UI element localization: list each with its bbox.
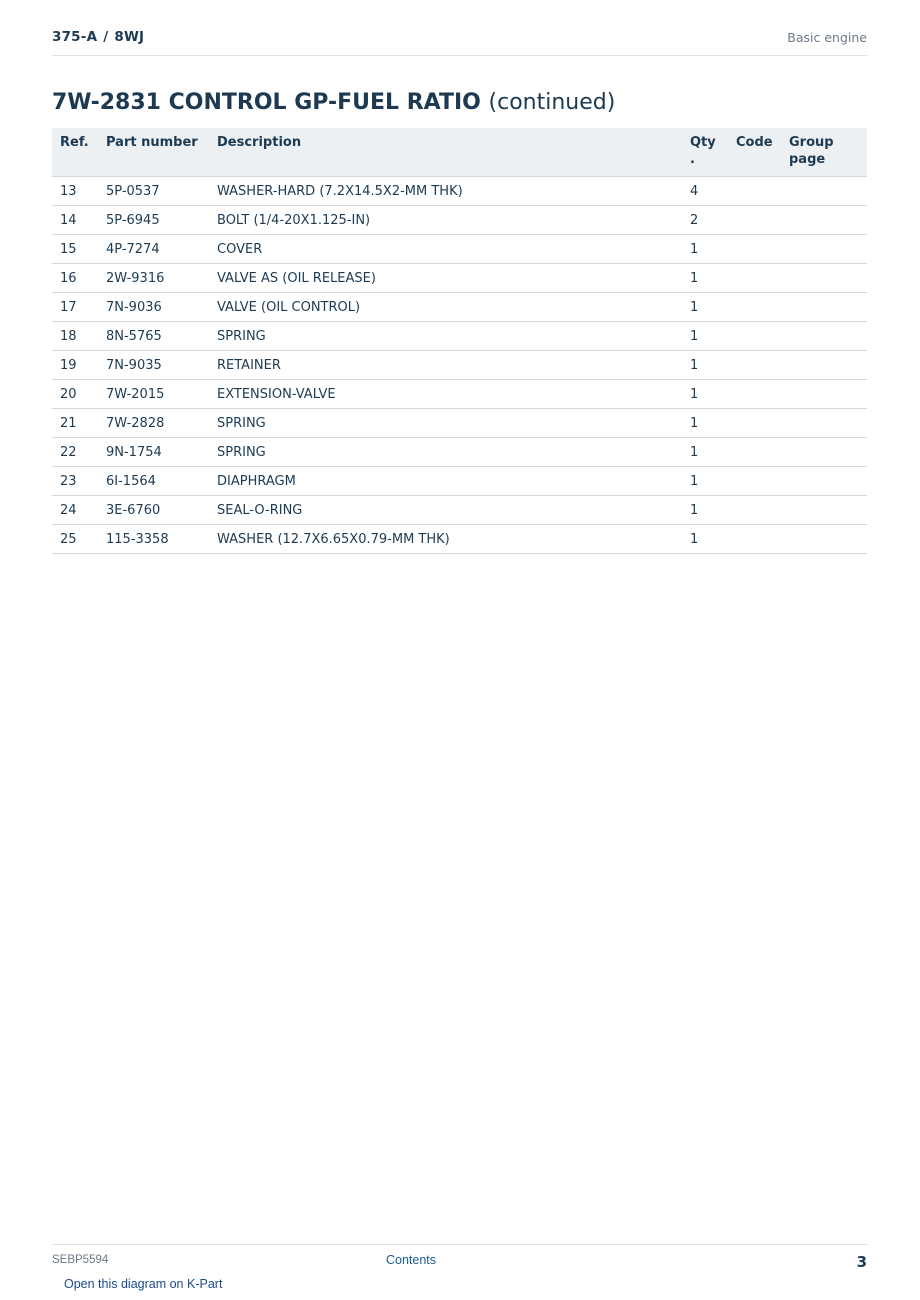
column-header-qty-line1: Qty (690, 135, 716, 150)
cell-code (728, 293, 781, 322)
cell-description: RETAINER (209, 351, 682, 380)
cell-code (728, 438, 781, 467)
column-header-part-number: Part number (98, 128, 209, 177)
cell-qty: 2 (682, 206, 728, 235)
cell-qty: 1 (682, 322, 728, 351)
cell-part-number: 7N-9035 (98, 351, 209, 380)
cell-qty: 1 (682, 467, 728, 496)
contents-link[interactable]: Contents (386, 1253, 437, 1267)
cell-qty: 1 (682, 264, 728, 293)
table-row (52, 409, 867, 438)
cell-code (728, 206, 781, 235)
breadcrumb-model: 375-A (52, 29, 98, 45)
cell-ref: 21 (52, 409, 98, 438)
cell-description: WASHER-HARD (7.2X14.5X2-MM THK) (209, 177, 682, 206)
page-header (52, 28, 867, 56)
cell-description: EXTENSION-VALVE (209, 380, 682, 409)
cell-group-page (781, 206, 867, 235)
cell-qty: 4 (682, 177, 728, 206)
cell-qty: 1 (682, 438, 728, 467)
table-row (52, 467, 867, 496)
cell-code (728, 322, 781, 351)
cell-ref: 16 (52, 264, 98, 293)
cell-group-page (781, 438, 867, 467)
cell-description: BOLT (1/4-20X1.125-IN) (209, 206, 682, 235)
table-row (52, 351, 867, 380)
page-title-main: 7W-2831 CONTROL GP-FUEL RATIO (52, 90, 481, 115)
cell-part-number: 9N-1754 (98, 438, 209, 467)
cell-part-number: 5P-6945 (98, 206, 209, 235)
cell-group-page (781, 380, 867, 409)
cell-code (728, 235, 781, 264)
table-row (52, 177, 867, 206)
table-row (52, 264, 867, 293)
cell-group-page (781, 293, 867, 322)
cell-qty: 1 (682, 293, 728, 322)
cell-description: DIAPHRAGM (209, 467, 682, 496)
cell-ref: 15 (52, 235, 98, 264)
cell-ref: 19 (52, 351, 98, 380)
page-footer (52, 1244, 867, 1295)
document-id: SEBP5594 (52, 1254, 109, 1266)
cell-part-number: 7W-2828 (98, 409, 209, 438)
cell-description: WASHER (12.7X6.65X0.79-MM THK) (209, 525, 682, 554)
cell-qty: 1 (682, 351, 728, 380)
cell-ref: 17 (52, 293, 98, 322)
cell-code (728, 496, 781, 525)
cell-part-number: 2W-9316 (98, 264, 209, 293)
cell-group-page (781, 177, 867, 206)
parts-table (52, 128, 867, 554)
table-row (52, 293, 867, 322)
cell-ref: 23 (52, 467, 98, 496)
cell-qty: 1 (682, 235, 728, 264)
cell-code (728, 467, 781, 496)
page-title (52, 89, 615, 117)
cell-group-page (781, 525, 867, 554)
cell-group-page (781, 409, 867, 438)
cell-code (728, 409, 781, 438)
table-row (52, 525, 867, 554)
cell-group-page (781, 496, 867, 525)
cell-description: COVER (209, 235, 682, 264)
column-header-description: Description (209, 128, 682, 177)
column-header-qty-line2: . (690, 152, 695, 167)
cell-group-page (781, 351, 867, 380)
cell-ref: 18 (52, 322, 98, 351)
breadcrumb-separator: / (103, 29, 109, 45)
cell-part-number: 115-3358 (98, 525, 209, 554)
page-number: 3 (856, 1253, 867, 1271)
cell-ref: 20 (52, 380, 98, 409)
cell-group-page (781, 467, 867, 496)
cell-code (728, 525, 781, 554)
cell-description: SPRING (209, 409, 682, 438)
column-header-group-page (781, 128, 867, 177)
cell-part-number: 5P-0537 (98, 177, 209, 206)
cell-description: VALVE AS (OIL RELEASE) (209, 264, 682, 293)
table-row (52, 496, 867, 525)
table-row (52, 380, 867, 409)
breadcrumb (52, 29, 144, 45)
column-header-ref: Ref. (52, 128, 98, 177)
page-title-suffix: (continued) (488, 90, 616, 115)
cell-qty: 1 (682, 496, 728, 525)
table-row (52, 322, 867, 351)
cell-part-number: 7N-9036 (98, 293, 209, 322)
column-header-qty (682, 128, 728, 177)
column-header-code: Code (728, 128, 781, 177)
cell-part-number: 6I-1564 (98, 467, 209, 496)
column-header-group-line2: page (789, 152, 826, 167)
cell-code (728, 351, 781, 380)
cell-ref: 24 (52, 496, 98, 525)
cell-qty: 1 (682, 380, 728, 409)
table-row (52, 206, 867, 235)
cell-description: SEAL-O-RING (209, 496, 682, 525)
breadcrumb-serial-prefix: 8WJ (114, 29, 145, 45)
cell-qty: 1 (682, 525, 728, 554)
cell-group-page (781, 322, 867, 351)
cell-description: SPRING (209, 322, 682, 351)
section-label: Basic engine (787, 30, 867, 45)
cell-description: SPRING (209, 438, 682, 467)
cell-qty: 1 (682, 409, 728, 438)
table-row (52, 438, 867, 467)
table-row (52, 235, 867, 264)
cell-ref: 22 (52, 438, 98, 467)
cell-code (728, 177, 781, 206)
column-header-group-line1: Group (789, 135, 834, 150)
cell-ref: 13 (52, 177, 98, 206)
cell-part-number: 3E-6760 (98, 496, 209, 525)
cell-part-number: 8N-5765 (98, 322, 209, 351)
cell-group-page (781, 264, 867, 293)
cell-ref: 14 (52, 206, 98, 235)
cell-ref: 25 (52, 525, 98, 554)
cell-group-page (781, 235, 867, 264)
cell-code (728, 264, 781, 293)
open-diagram-kpart-link[interactable]: Open this diagram on K-Part (64, 1277, 223, 1291)
cell-part-number: 4P-7274 (98, 235, 209, 264)
cell-part-number: 7W-2015 (98, 380, 209, 409)
cell-description: VALVE (OIL CONTROL) (209, 293, 682, 322)
cell-code (728, 380, 781, 409)
table-header-row (52, 128, 867, 177)
